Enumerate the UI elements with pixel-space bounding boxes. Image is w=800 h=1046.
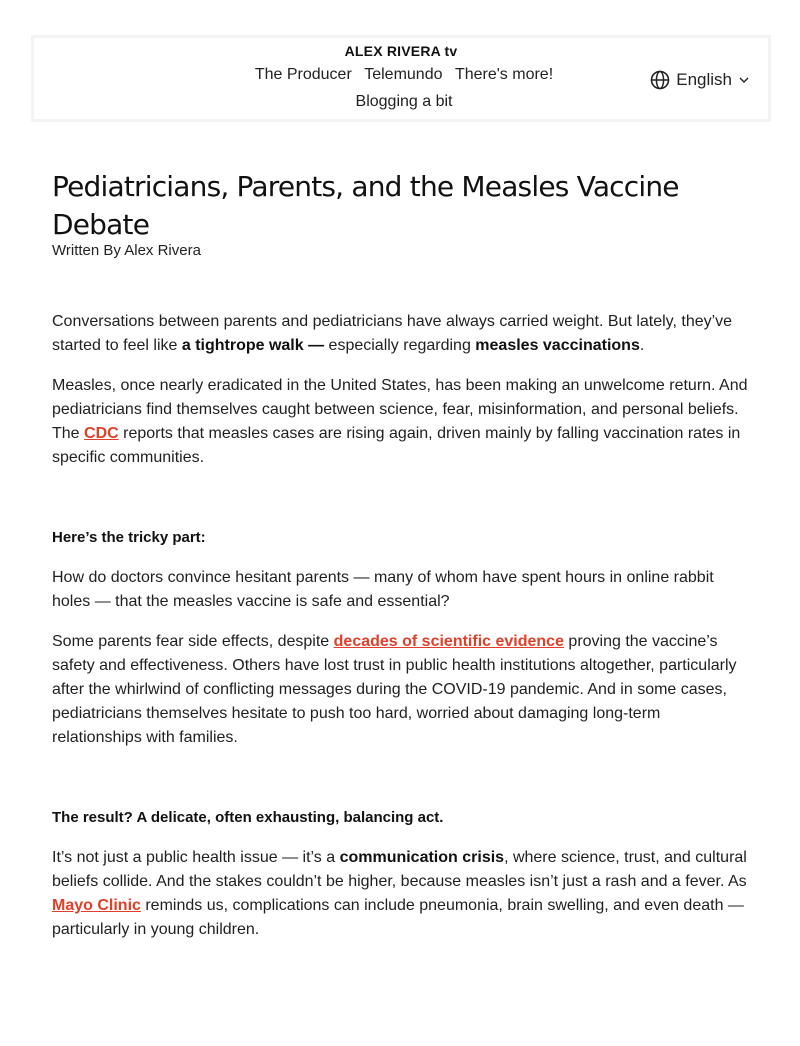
nav-theres-more[interactable]: There's more! [454, 66, 554, 83]
chevron-down-icon [738, 74, 750, 86]
bold-text: measles vaccinations [475, 337, 640, 354]
bold-text: a tightrope walk — [181, 337, 325, 354]
language-label: English [676, 70, 732, 89]
nav-row-secondary [34, 93, 774, 111]
subheading-result: The result? A delicate, often exhausting, balancing act. [52, 809, 444, 826]
mayo-clinic-link[interactable]: Mayo Clinic [52, 897, 141, 914]
subheading-tricky-part: Here’s the tricky part: [52, 529, 206, 546]
text-span: . [639, 337, 645, 354]
text-span: proving the vaccine’s safety and effectiveness. Others have lost trust in public health institutions altogether, particularly after the whirlwind of conflicting messages during the COVID-19 pandemic. And in some cases, pediatricians themselves hesitate to push too hard, worried about damaging long-term relationships with families. [52, 633, 737, 746]
nav-telemundo[interactable]: Telemundo [364, 66, 443, 83]
paragraph-measles-return [52, 374, 752, 470]
article-title: Pediatricians, Parents, and the Measles Vaccine Debate [52, 170, 679, 241]
text-span: especially regarding [324, 337, 476, 354]
bold-text: communication crisis [339, 849, 505, 866]
text-span: Conversations between parents and pediatricians have always carried weight. But lately, they’ve started to feel like [52, 313, 733, 354]
text-span: Some parents fear side effects, despite [52, 633, 334, 650]
text-span: reports that measles cases are rising again, driven mainly by falling vaccination rates in specific communities. [52, 425, 741, 466]
cdc-link[interactable]: CDC [84, 425, 119, 442]
paragraph-hesitant-parents: How do doctors convince hesitant parents — many of whom have spent hours in online rabbit holes — that the measles vaccine is safe and essential? [52, 569, 714, 610]
nav-blogging-a-bit[interactable]: Blogging a bit [355, 93, 453, 110]
globe-icon [650, 70, 670, 90]
site-header [31, 35, 771, 122]
article-byline: Written By Alex Rivera [52, 242, 201, 259]
article [52, 168, 752, 942]
scientific-evidence-link[interactable]: decades of scientific evidence [333, 633, 564, 650]
language-selector[interactable] [650, 70, 750, 90]
text-span: It’s not just a public health issue — it’s a [52, 849, 340, 866]
site-title[interactable]: ALEX RIVERA tv [344, 43, 458, 59]
text-span: Measles, once nearly eradicated in the United States, has been making an unwelcome return. And pediatricians find themselves caught between science, fear, misinformation, and personal beliefs. The [52, 377, 748, 442]
nav-the-producer[interactable]: The Producer [254, 66, 352, 83]
text-span: reminds us, complications can include pneumonia, brain swelling, and even death — particularly in young children. [52, 897, 744, 938]
paragraph-intro [52, 310, 752, 358]
paragraph-side-effects [52, 630, 752, 750]
paragraph-communication-crisis [52, 846, 752, 942]
text-span: , where science, trust, and cultural beliefs collide. And the stakes couldn’t be higher, because measles isn’t just a rash and a fever. As [52, 849, 747, 890]
